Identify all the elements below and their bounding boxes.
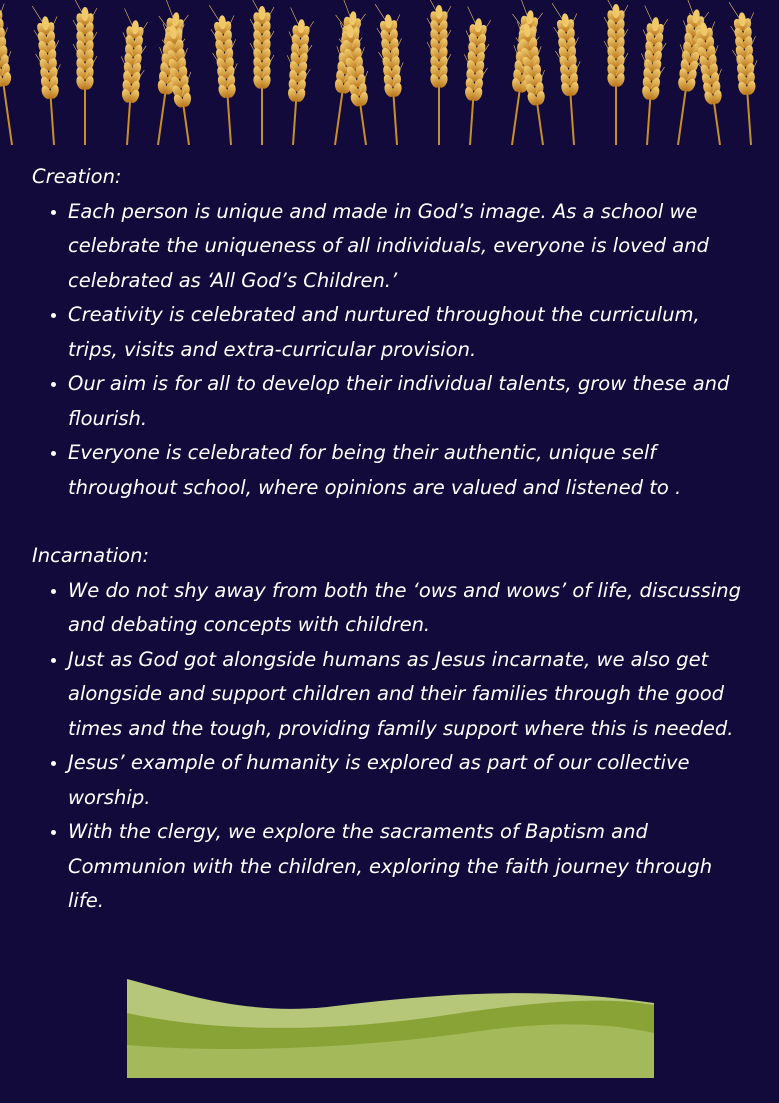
list-item: • With the clergy, we explore the sacraments of Baptism and Communion with the children, exploring the faith journey through life. — [68, 815, 752, 919]
wheat-banner-image — [0, 0, 779, 145]
list-item: • Creativity is celebrated and nurtured throughout the curriculum, trips, visits and extra-curricular provision. — [68, 298, 752, 367]
incarnation-list — [32, 574, 752, 919]
incarnation-heading: Incarnation: — [32, 544, 150, 567]
main-content — [32, 160, 752, 919]
list-item: • Each person is unique and made in God’s image. As a school we celebrate the uniqueness of all individuals, everyone is loved and celebrated as ‘All God’s Children.’ — [68, 195, 752, 299]
list-item: • Jesus’ example of humanity is explored as part of our collective worship. — [68, 746, 752, 815]
list-item: • Our aim is for all to develop their individual talents, grow these and flourish. — [68, 367, 752, 436]
creation-list — [32, 195, 752, 506]
green-hills-image — [127, 975, 654, 1078]
list-item: • Everyone is celebrated for being their authentic, unique self throughout school, where opinions are valued and listened to . — [68, 436, 752, 505]
list-item: • We do not shy away from both the ‘ows and wows’ of life, discussing and debating concepts with children. — [68, 574, 752, 643]
list-item: • Just as God got alongside humans as Jesus incarnate, we also get alongside and support children and their families through the good times and the tough, providing family support where this is needed. — [68, 643, 752, 747]
incarnation-section — [32, 539, 752, 919]
creation-heading: Creation: — [32, 165, 122, 188]
creation-section — [32, 160, 752, 505]
